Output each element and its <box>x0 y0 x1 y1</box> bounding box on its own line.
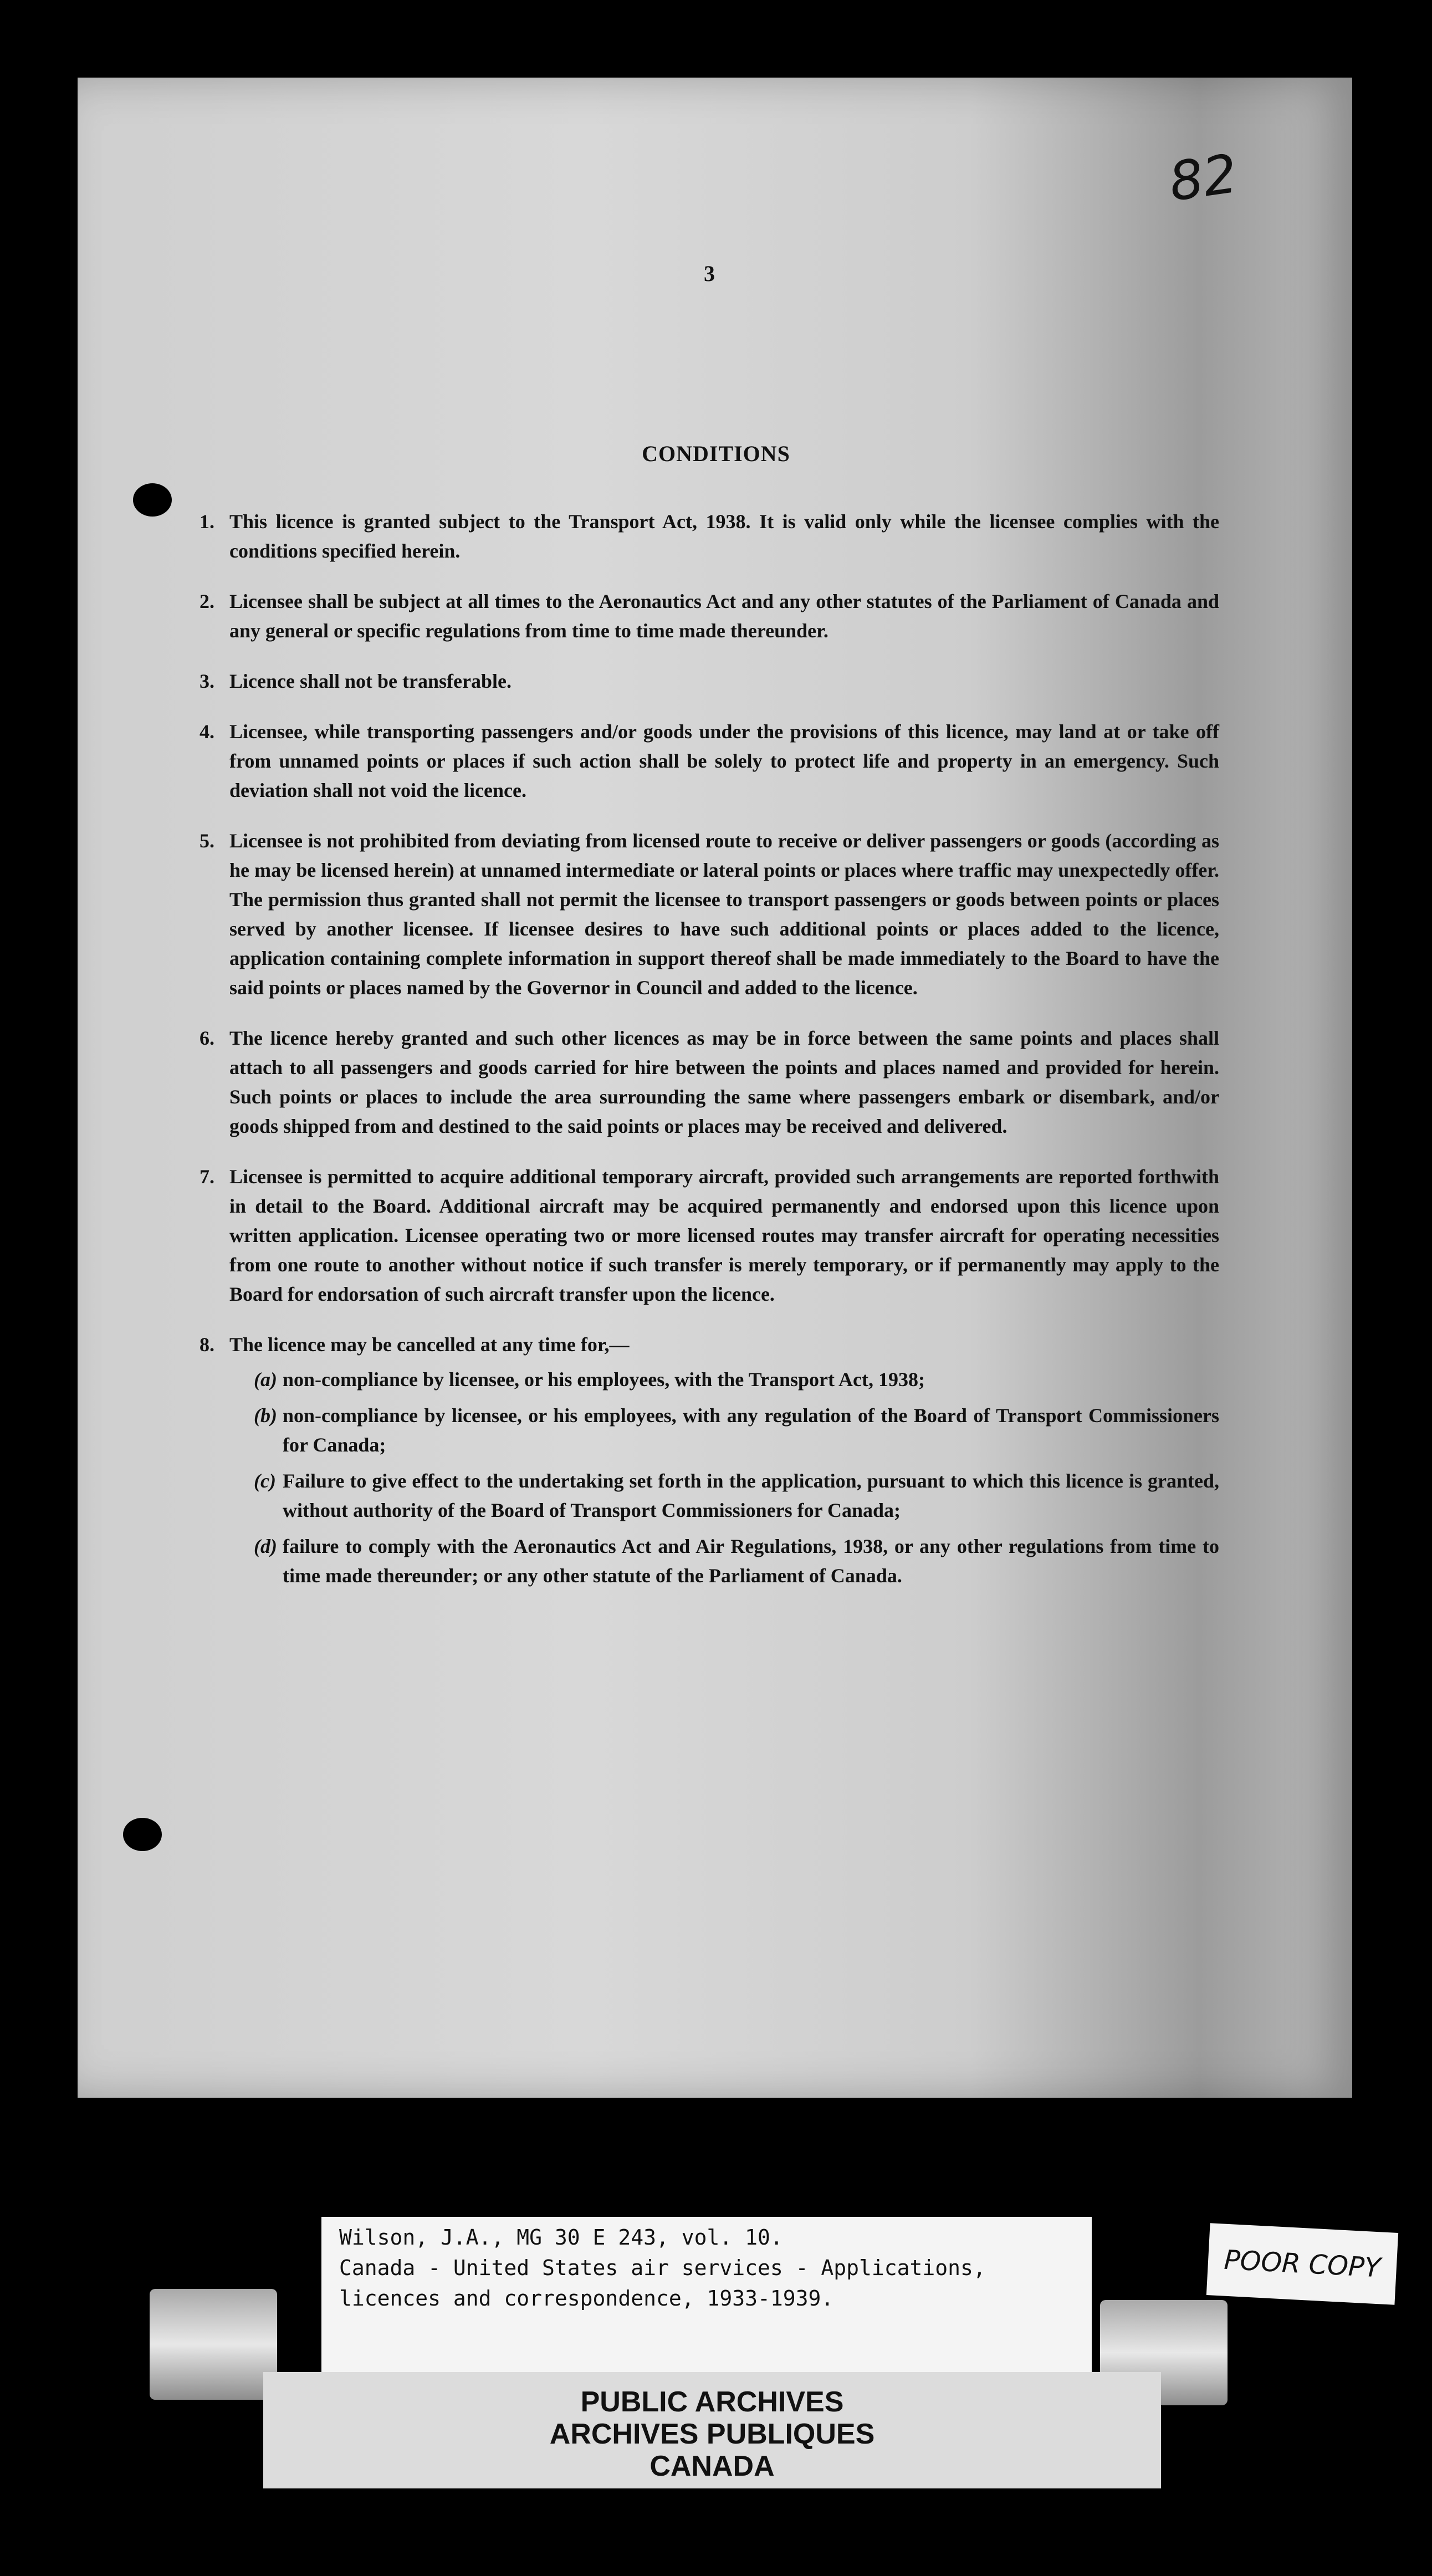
subcondition-text: failure to comply with the Aeronautics Act and Air Regulations, 1938, or any other regulations from time to time made thereunder; or any other statute of the Parliament of Canada. <box>283 1535 1219 1587</box>
subcondition-label: (a) <box>254 1368 277 1391</box>
condition-text: The licence hereby granted and such other licences as may be in force between the same points and places shall attach to all passengers and goods carried for hire between the points and places named and provided for herein. Such points or places to include the area surrounding the same where passengers embark or disembark, and/or goods shipped from and destined to the said points or places may be received and delivered. <box>229 1027 1219 1137</box>
citation-line: Wilson, J.A., MG 30 E 243, vol. 10. <box>339 2225 783 2250</box>
condition-number: 2. <box>200 590 214 612</box>
condition-number: 1. <box>200 510 214 533</box>
condition-item <box>200 667 1219 696</box>
citation-line: Canada - United States air services - Applications, <box>339 2256 986 2280</box>
handwritten-page-mark: 82 <box>1165 142 1241 213</box>
condition-number: 8. <box>200 1333 214 1356</box>
condition-text: This licence is granted subject to the Transport Act, 1938. It is valid only while the licensee complies with the conditions specified herein. <box>229 510 1219 562</box>
condition-item <box>200 1024 1219 1141</box>
subcondition-text: non-compliance by licensee, or his employees, with any regulation of the Board of Transport Commissioners for Canada; <box>283 1404 1219 1456</box>
condition-item <box>200 826 1219 1003</box>
archives-line: CANADA <box>649 2450 775 2482</box>
punch-hole-top <box>133 483 172 517</box>
subcondition-label: (c) <box>254 1470 276 1492</box>
subcondition-item <box>200 1401 1219 1460</box>
punch-hole-bottom <box>123 1818 162 1851</box>
condition-number: 4. <box>200 720 214 743</box>
condition-text: The licence may be cancelled at any time for,— <box>229 1333 630 1356</box>
condition-text: Licensee, while transporting passengers and/or goods under the provisions of this licence, may land at or take off from unnamed points or places if such action shall be solely to protect life and property in an emergency. Such deviation shall not void the licence. <box>229 720 1219 801</box>
conditions-list <box>200 507 1219 1597</box>
subcondition-item <box>200 1466 1219 1525</box>
condition-number: 5. <box>200 830 214 852</box>
conditions-heading: CONDITIONS <box>642 441 790 466</box>
subcondition-label: (d) <box>254 1535 277 1557</box>
archives-line: ARCHIVES PUBLIQUES <box>549 2418 875 2450</box>
condition-number: 7. <box>200 1166 214 1188</box>
condition-item <box>200 507 1219 566</box>
condition-item <box>200 1162 1219 1309</box>
poor-copy-note: POOR COPY <box>1206 2223 1398 2305</box>
condition-text: Licensee is not prohibited from deviating from licensed route to receive or deliver passengers or goods (according as he may be licensed herein) at unnamed intermediate or lateral points or places where traffic may unexpectedly offer. The permission thus granted shall not permit the licensee to transport passengers or goods between points or places served by another licensee. If licensee desires to have such additional points or places added to the licence, application containing complete information in support thereof shall be made immediately to the Board to have the said points or places named by the Governor in Council and added to the licence. <box>229 830 1219 999</box>
condition-number: 3. <box>200 670 214 692</box>
condition-text: Licence shall not be transferable. <box>229 670 512 692</box>
subcondition-item <box>200 1365 1219 1394</box>
archival-citation <box>339 2222 1076 2314</box>
subcondition-label: (b) <box>254 1404 277 1427</box>
archives-stamp <box>263 2386 1161 2482</box>
condition-number: 6. <box>200 1027 214 1049</box>
citation-line: licences and correspondence, 1933-1939. <box>339 2286 834 2311</box>
archives-line: PUBLIC ARCHIVES <box>580 2386 844 2418</box>
condition-item <box>200 717 1219 805</box>
condition-text: Licensee shall be subject at all times to the Aeronautics Act and any other statutes of the Parliament of Canada and any general or specific regulations from time to time made thereunder. <box>229 590 1219 642</box>
binder-clip-left <box>150 2289 277 2400</box>
subcondition-text: Failure to give effect to the undertaking set forth in the application, pursuant to which this licence is granted, without authority of the Board of Transport Commissioners for Canada; <box>283 1470 1219 1521</box>
subcondition-text: non-compliance by licensee, or his employees, with the Transport Act, 1938; <box>283 1368 925 1391</box>
condition-item <box>200 587 1219 646</box>
condition-item <box>200 1330 1219 1359</box>
subcondition-item <box>200 1532 1219 1591</box>
condition-text: Licensee is permitted to acquire additional temporary aircraft, provided such arrangements are reported forthwith in detail to the Board. Additional aircraft may be acquired permanently and endorsed upon this licence upon written application. Licensee operating two or more licensed routes may transfer aircraft for operating necessities from one route to another without notice if such transfer is merely temporary, or if permanently may apply to the Board for endorsation of such aircraft transfer upon the licence. <box>229 1166 1219 1305</box>
page-number: 3 <box>704 261 715 286</box>
